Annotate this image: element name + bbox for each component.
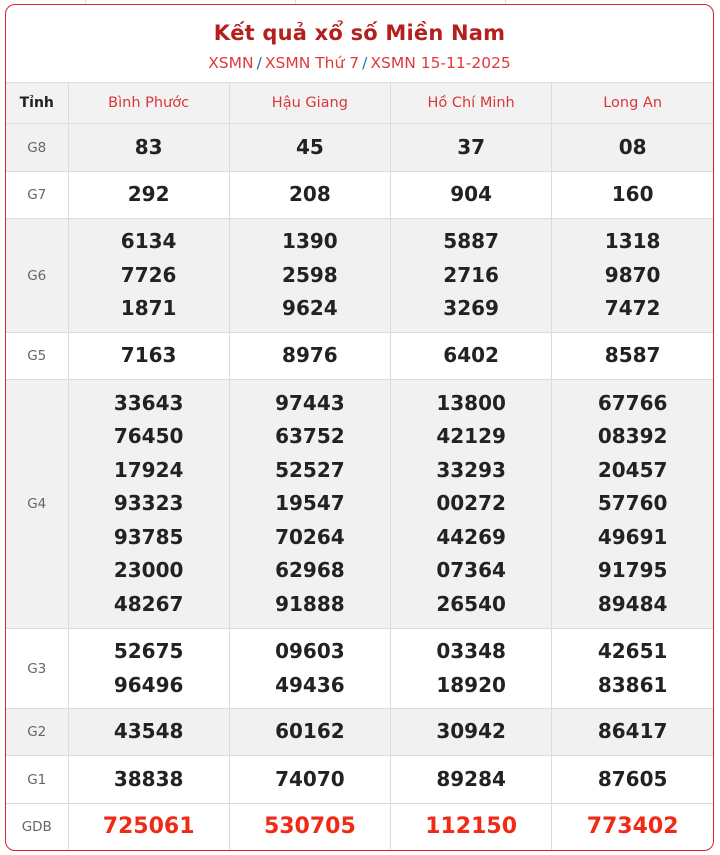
prize-label: G8: [6, 124, 68, 172]
winning-number: 91888: [275, 591, 345, 616]
winning-number: 1390: [282, 229, 338, 254]
table-header-row: [6, 83, 713, 124]
winning-number: 57760: [597, 491, 668, 516]
winning-number: 45: [295, 134, 324, 159]
prize-cell: [552, 756, 713, 804]
winning-number: 112150: [425, 814, 518, 840]
prize-label: G3: [6, 629, 68, 709]
prize-cell: [391, 333, 552, 380]
winning-number: 160: [611, 182, 654, 207]
winning-number: 3269: [443, 296, 499, 321]
winning-number: 62968: [275, 558, 345, 583]
winning-number: 9624: [282, 296, 338, 321]
winning-number: 08392: [597, 424, 668, 449]
prize-label: G7: [6, 172, 68, 219]
prize-label: G1: [6, 756, 68, 804]
prize-cell: [552, 124, 713, 172]
winning-number: 93323: [113, 491, 184, 516]
winning-number: 7163: [120, 343, 177, 368]
winning-number: 9870: [604, 262, 661, 287]
winning-number: 42651: [597, 639, 668, 663]
table-row: [6, 629, 713, 709]
page-title: Kết quả xổ số Miền Nam: [213, 21, 506, 45]
prize-cell: [68, 172, 229, 219]
winning-number: 93785: [113, 524, 184, 549]
winning-number: 76450: [113, 424, 184, 449]
winning-number: 07364: [436, 558, 506, 583]
table-row: [6, 333, 713, 380]
province-header[interactable]: Bình Phước: [68, 83, 229, 124]
winning-number: 49691: [597, 524, 668, 549]
prize-cell: [552, 629, 713, 709]
winning-number: 530705: [263, 814, 356, 840]
prize-cell: [229, 380, 390, 629]
winning-number: 03348: [436, 639, 506, 663]
breadcrumb-separator: /: [362, 54, 368, 72]
special-prize-cell: [229, 804, 390, 851]
breadcrumb-xsmn-thu-7[interactable]: XSMN Thứ 7: [264, 54, 360, 72]
breadcrumb: [6, 51, 713, 75]
prize-cell: [552, 709, 713, 756]
prize-label: G5: [6, 333, 68, 380]
prize-label: G2: [6, 709, 68, 756]
prize-cell: [68, 124, 229, 172]
prize-cell: [229, 629, 390, 709]
prize-cell: [391, 172, 552, 219]
winning-number: 96496: [113, 672, 184, 697]
prize-cell: [229, 333, 390, 380]
table-row: [6, 709, 713, 756]
winning-number: 42129: [436, 424, 506, 449]
winning-number: 89284: [436, 766, 506, 791]
table-row: [6, 804, 713, 851]
special-prize-cell: [391, 804, 552, 851]
prize-label: G4: [6, 380, 68, 629]
winning-number: 91795: [597, 558, 668, 583]
winning-number: 33293: [436, 457, 506, 482]
table-row: [6, 380, 713, 629]
winning-number: 00272: [436, 491, 506, 516]
winning-number: 5887: [443, 229, 499, 254]
winning-number: 2716: [443, 262, 499, 287]
province-header[interactable]: Long An: [552, 83, 713, 124]
winning-number: 89484: [597, 591, 668, 616]
prize-cell: [68, 629, 229, 709]
winning-number: 43548: [113, 719, 184, 744]
prize-cell: [552, 219, 713, 333]
winning-number: 83: [134, 134, 163, 159]
winning-number: 292: [127, 182, 170, 207]
prize-cell: [229, 124, 390, 172]
prize-cell: [68, 333, 229, 380]
winning-number: 38838: [113, 766, 184, 791]
prize-cell: [68, 709, 229, 756]
winning-number: 904: [450, 182, 492, 207]
winning-number: 2598: [282, 262, 338, 287]
winning-number: 18920: [436, 672, 506, 697]
prize-cell: [229, 756, 390, 804]
winning-number: 8976: [282, 343, 338, 368]
results-card: [5, 4, 714, 851]
special-prize-cell: [552, 804, 713, 851]
table-row: [6, 756, 713, 804]
table-row: [6, 124, 713, 172]
table-row: [6, 172, 713, 219]
winning-number: 63752: [275, 424, 345, 449]
winning-number: 52527: [275, 457, 345, 482]
winning-number: 17924: [113, 457, 184, 482]
prize-cell: [391, 380, 552, 629]
prize-cell: [391, 219, 552, 333]
prize-cell: [552, 380, 713, 629]
winning-number: 1318: [604, 229, 661, 254]
winning-number: 09603: [275, 639, 345, 663]
breadcrumb-xsmn-date[interactable]: XSMN 15-11-2025: [370, 54, 511, 72]
winning-number: 60162: [275, 719, 345, 744]
winning-number: 8587: [604, 343, 661, 368]
winning-number: 74070: [275, 766, 345, 791]
winning-number: 86417: [597, 719, 668, 744]
prize-cell: [391, 124, 552, 172]
winning-number: 23000: [113, 558, 184, 583]
winning-number: 208: [289, 182, 331, 207]
winning-number: 26540: [436, 591, 506, 616]
winning-number: 67766: [597, 390, 668, 415]
prize-cell: [68, 219, 229, 333]
winning-number: 48267: [113, 591, 184, 616]
winning-number: 44269: [436, 524, 506, 549]
winning-number: 1871: [120, 296, 177, 321]
winning-number: 08: [618, 134, 647, 159]
winning-number: 33643: [113, 390, 184, 415]
breadcrumb-separator: /: [256, 54, 262, 72]
special-prize-cell: [68, 804, 229, 851]
prize-cell: [229, 709, 390, 756]
winning-number: 20457: [597, 457, 668, 482]
column-header-province: Tỉnh: [6, 83, 68, 124]
province-header[interactable]: Hồ Chí Minh: [391, 83, 552, 124]
winning-number: 52675: [113, 639, 184, 663]
table-row: [6, 219, 713, 333]
prize-cell: [229, 172, 390, 219]
prize-cell: [552, 333, 713, 380]
winning-number: 7726: [120, 262, 177, 287]
prize-cell: [68, 756, 229, 804]
winning-number: 70264: [275, 524, 345, 549]
winning-number: 6402: [443, 343, 499, 368]
winning-number: 49436: [275, 672, 345, 697]
breadcrumb-xsmn[interactable]: XSMN: [208, 54, 254, 72]
winning-number: 6134: [120, 229, 177, 254]
prize-label: GDB: [6, 804, 68, 851]
prize-cell: [68, 380, 229, 629]
winning-number: 7472: [604, 296, 661, 321]
winning-number: 83861: [597, 672, 668, 697]
winning-number: 87605: [597, 766, 668, 791]
winning-number: 30942: [436, 719, 506, 744]
prize-cell: [552, 172, 713, 219]
winning-number: 19547: [275, 491, 345, 516]
winning-number: 725061: [102, 814, 195, 840]
winning-number: 37: [457, 134, 486, 159]
results-table: [6, 82, 713, 851]
prize-cell: [229, 219, 390, 333]
province-header[interactable]: Hậu Giang: [229, 83, 390, 124]
prize-cell: [391, 709, 552, 756]
prize-cell: [391, 756, 552, 804]
prize-label: G6: [6, 219, 68, 333]
prize-cell: [391, 629, 552, 709]
winning-number: 13800: [436, 390, 506, 415]
winning-number: 773402: [586, 814, 679, 840]
winning-number: 97443: [275, 390, 345, 415]
